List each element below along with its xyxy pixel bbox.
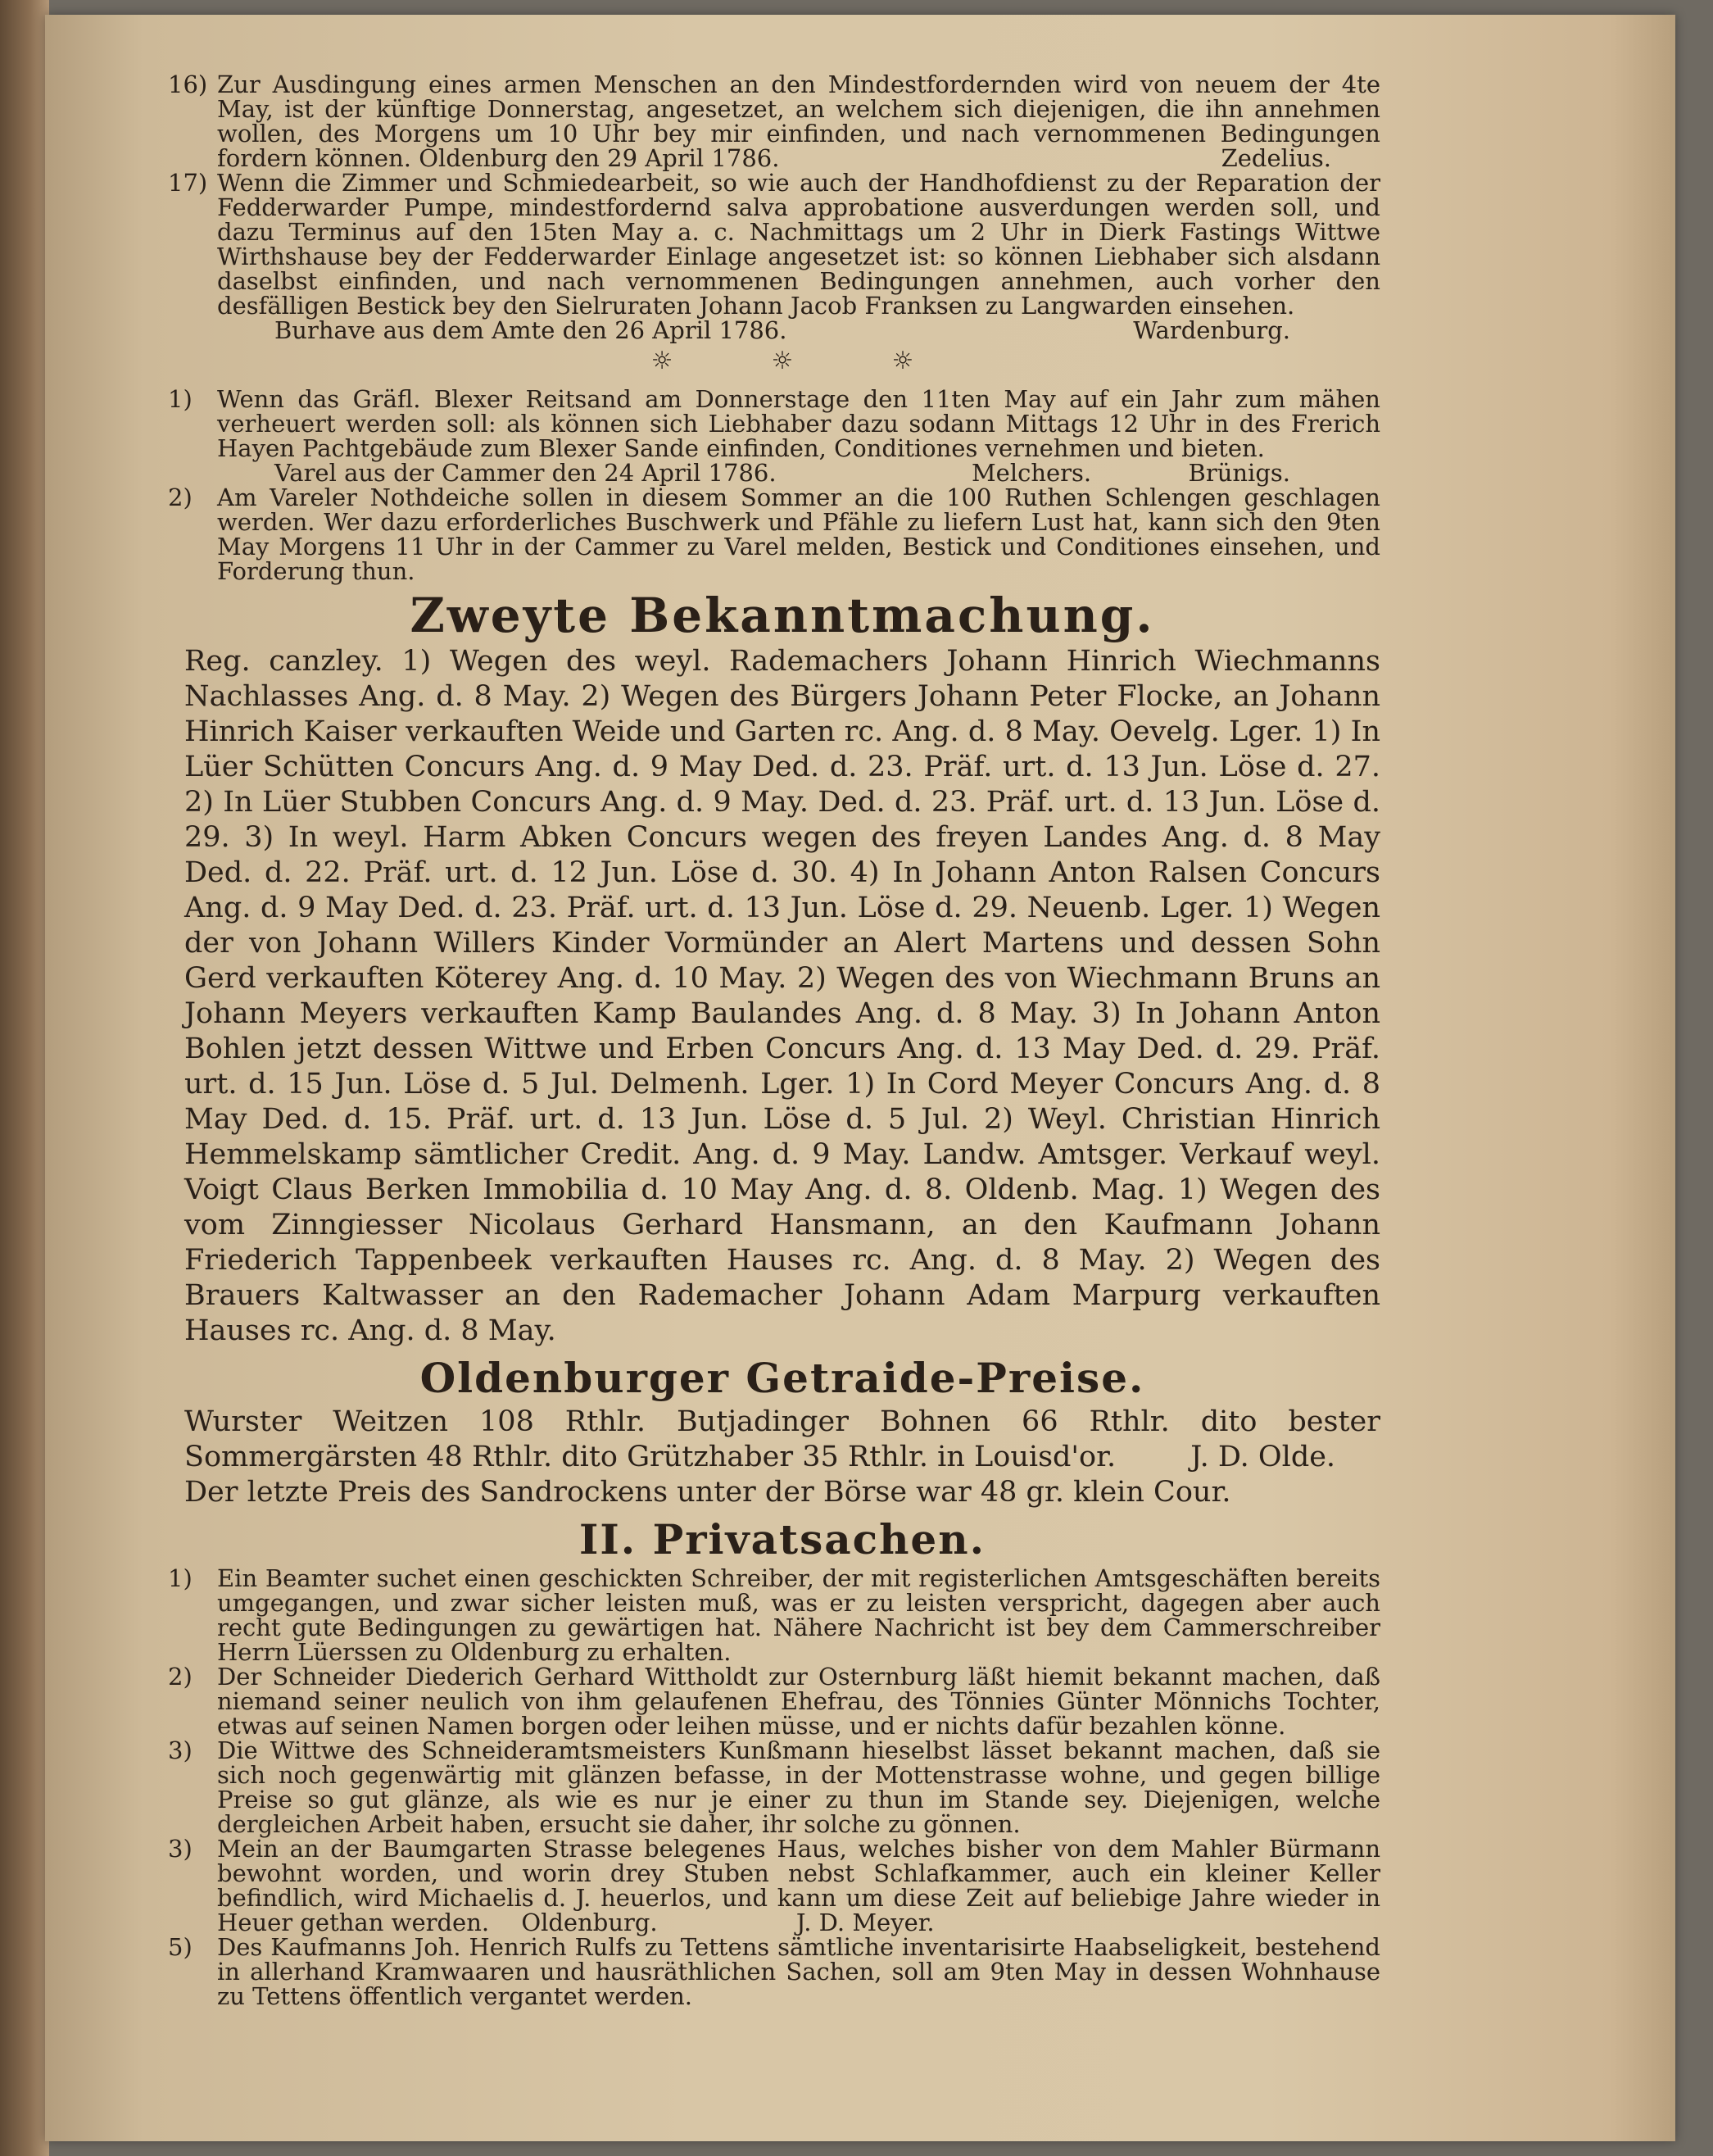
notice-number: 2) — [168, 483, 193, 511]
sun-ornament-icon: ☼ — [891, 347, 914, 375]
item-number: 3) — [168, 1736, 193, 1764]
grain-prices-signature: J. D. Olde. — [1190, 1441, 1336, 1473]
item-text: Die Wittwe des Schneideramtsmeisters Kunßmann hieselbst lässet bekannt machen, daß sie sich noch gegenwärtig mit glänzen befasse, in der Mottenstrasse wohne, und gegen billige Preise so gut glänze, als wie es nur je einer zu thun im Stande sey. Diejenigen, welche dergleichen Arbeit haben, ersucht sie daher, ihr solche zu gönnen. — [217, 1736, 1380, 1838]
notice-16 — [168, 70, 1380, 172]
item-number: 3) — [168, 1835, 193, 1863]
item-number: 2) — [168, 1663, 193, 1691]
notice-number: 17) — [168, 169, 208, 197]
zweyte-bekanntmachung-text: Reg. canzley. 1) Wegen des weyl. Rademachers Johann Hinrich Wiechmanns Nachlasses Ang. d. 8 May. 2) Wegen des Bürgers Johann Peter Flocke, an Johann Hinrich Kaiser verkauften Weide und Garten rc. Ang. d. 8 May. Oevelg. Lger. 1) In Lüer Schütten Concurs Ang. d. 9 May Ded. d. 23. Präf. urt. d. 13 Jun. Löse d. 27. 2) In Lüer Stubben Concurs Ang. d. 9 May. Ded. d. 23. Präf. urt. d. 13 Jun. Löse d. 29. 3) In weyl. Harm Abken Concurs wegen des freyen Landes Ang. d. 8 May Ded. d. 22. Präf. urt. d. 12 Jun. Löse d. 30. 4) In Johann Anton Ralsen Concurs Ang. d. 9 May Ded. d. 23. Präf. urt. d. 13 Jun. Löse d. 29. Neuenb. Lger. 1) Wegen der von Johann Willers Kinder Vormünder an Alert Martens und dessen Sohn Gerd verkauften Köterey Ang. d. 10 May. 2) Wegen des von Wiechmann Bruns an Johann Meyers verkauften Kamp Baulandes Ang. d. 8 May. 3) In Johann Anton Bohlen jetzt dessen Wittwe und Erben Concurs Ang. d. 13 May Ded. d. 29. Präf. urt. d. 15 Jun. Löse d. 5 Jul. Delmenh. Lger. 1) In Cord Meyer Concurs Ang. d. 8 May Ded. d. 15. Präf. urt. d. 13 Jun. Löse d. 5 Jul. 2) Weyl. Christian Hinrich Hemmelskamp sämtlicher Credit. Ang. d. 9 May. Landw. Amtsger. Verkauf weyl. Voigt Claus Berken Immobilia d. 10 May Ang. d. 8. Oldenb. Mag. 1) Wegen des vom Zinngiesser Nicolaus Gerhard Hansmann, an den Kaufmann Johann Friederich Tappenbeek verkauften Hauses rc. Ang. d. 8 May. 2) Wegen des Brauers Kaltwasser an den Rademacher Johann Adam Marpurg verkauften Hauses rc. Ang. d. 8 May. — [184, 645, 1380, 1347]
item-place: Oldenburg. — [521, 1909, 658, 1936]
item-text: Der Schneider Diederich Gerhard Wittholdt zur Osternburg läßt hiemit bekannt machen, daß niemand seiner neulich von ihm gelaufenen Ehefrau, des Tönnies Günter Mönnichs Tochter, etwas auf seinen Namen borgen oder leihen müsse, und er nichts dafür bezahlen könne. — [217, 1663, 1380, 1740]
newspaper-page — [45, 15, 1675, 2141]
sandrocken-price-text: Der letzte Preis des Sandrockens unter der Börse war 48 gr. klein Cour. — [184, 1476, 1231, 1509]
private-item-3b — [168, 1835, 1380, 1936]
section-heading-private: II. Privatsachen. — [579, 1515, 986, 1564]
notice-signature: Wardenburg. — [1133, 316, 1290, 344]
notice-17 — [168, 169, 1380, 320]
page-text — [168, 70, 1380, 2010]
item-text: Ein Beamter suchet einen geschickten Schreiber, der mit registerlichen Amtsgeschäften bereits umgegangen, und zwar sicher leisten muß, was er zu leisten verspricht, dagegen aber auch recht gute Bedingungen zu gewärtigen hat. Nähere Nachricht ist bey dem Cammerschreiber Herrn Lüerssen zu Oldenburg zu erhalten. — [217, 1564, 1380, 1666]
section-heading-prices: Oldenburger Getraide-Preise. — [419, 1354, 1145, 1402]
sun-ornament-icon: ☼ — [771, 347, 794, 375]
notice-text: Wenn das Gräfl. Blexer Reitsand am Donnerstage den 11ten May auf ein Jahr zum mähen verheuert werden soll: als können sich Liebhaber dazu sodann Mittags 12 Uhr in des Frerich Hayen Pachtgebäude zum Blexer Sande einfinden, Conditiones vernehmen und bieten. — [217, 385, 1380, 462]
section-heading-zweyte: Zweyte Bekanntmachung. — [410, 588, 1155, 643]
notice-signature: Melchers. — [971, 459, 1092, 487]
ornament-row — [184, 347, 1380, 375]
place-date: Varel aus der Cammer den 24 April 1786. — [274, 459, 777, 487]
notice-text: Wenn die Zimmer und Schmiedearbeit, so wie auch der Handhofdienst zu der Reparation der Fedderwarder Pumpe, mindestfordernd salva approbatione ausverdungen werden soll, und dazu Terminus auf den 15ten May a. c. Nachmittags um 2 Uhr in Dierk Fastings Wittwe Wirthshause bey der Fedderwarder Einlage angesetzet ist: so können Liebhaber sich alsdann daselbst einfinden, und nach vernommenen Bedingungen annehmen, auch vorher den desfälligen Bestick bey den Sielruraten Johann Jacob Franksen zu Langwarden einsehen. — [217, 169, 1380, 320]
item-number: 1) — [168, 1564, 193, 1592]
notice-number: 16) — [168, 70, 208, 98]
notice-signature: Brünigs. — [1188, 459, 1290, 487]
notice-17-footer — [184, 318, 1380, 343]
sun-ornament-icon: ☼ — [650, 347, 673, 375]
notice-text: Am Vareler Nothdeiche sollen in diesem Sommer an die 100 Ruthen Schlengen geschlagen werden. Wer dazu erforderliches Buschwerk und Pfähle zu liefern Lust hat, kann sich den 9ten May Morgens 11 Uhr in der Cammer zu Varel melden, Bestick und Conditiones einsehen, und Forderung thun. — [217, 483, 1380, 585]
place-date: Burhave aus dem Amte den 26 April 1786. — [274, 316, 787, 344]
private-item-2 — [168, 1663, 1380, 1740]
private-item-3a — [168, 1736, 1380, 1838]
grain-prices-text — [184, 1405, 1380, 1475]
notice-text: Zur Ausdingung eines armen Menschen an den Mindestfordernden wird von neuem der 4te May, ist der künftige Donnerstag, angesetzet, an welchem sich diejenigen, die ihn annehmen wollen, des Morgens um 10 Uhr bey mir einfinden, und nach vernommenen Bedingungen fordern können. Oldenburg den 29 April 1786. — [217, 70, 1380, 172]
varel-notice-2 — [168, 483, 1380, 585]
private-item-5 — [168, 1933, 1380, 2010]
varel-notice-1 — [168, 385, 1380, 462]
notice-number: 1) — [168, 385, 193, 413]
varel-notice-1-footer — [184, 461, 1380, 485]
item-text: Mein an der Baumgarten Strasse belegenes Haus, welches bisher von dem Mahler Bürmann bewohnt worden, und worin drey Stuben nebst Schlafkammer, auch ein kleiner Keller befindlich, wird Michaelis d. J. heuerlos, und kann um diese Zeit auf beliebige Jahre wieder in Heuer gethan werden. — [217, 1835, 1380, 1936]
item-number: 5) — [168, 1933, 193, 1961]
private-item-1 — [168, 1564, 1380, 1666]
facing-page-edge — [0, 0, 49, 2156]
item-signature: J. D. Meyer. — [795, 1909, 935, 1936]
notice-signature: Zedelius. — [1221, 144, 1331, 172]
item-text: Des Kaufmanns Joh. Henrich Rulfs zu Tettens sämtliche inventarisirte Haabseligkeit, bestehend in allerhand Kramwaaren und hausräthlichen Sachen, soll am 9ten May in dessen Wohnhause zu Tettens öffentlich vergantet werden. — [217, 1933, 1380, 2010]
grain-prices-body: Wurster Weitzen 108 Rthlr. Butjadinger Bohnen 66 Rthlr. dito bester Sommergärsten 48 Rthlr. dito Grützhaber 35 Rthlr. in Louisd'or. — [184, 1405, 1380, 1473]
